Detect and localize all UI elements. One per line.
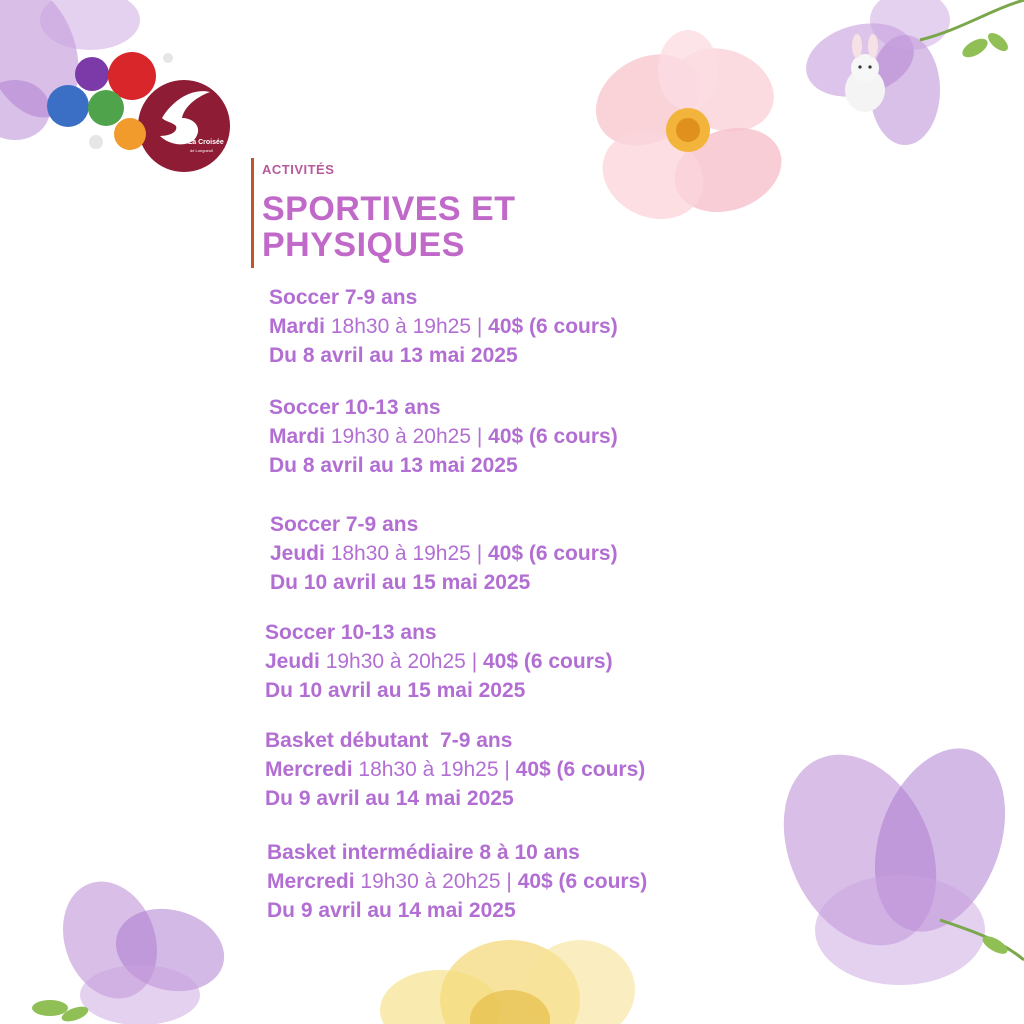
activity-time: 19h30 à 20h25: [330, 425, 471, 448]
activity-time: 19h30 à 20h25: [325, 650, 466, 673]
activity-day: Mercredi: [265, 758, 353, 781]
logo-brand-line1: La Croisée: [188, 139, 224, 146]
activity-price: 40$ (6 cours): [483, 650, 613, 673]
activity-price: 40$ (6 cours): [488, 315, 618, 338]
pink-flower-top: [578, 30, 798, 230]
activity-day: Jeudi: [265, 650, 320, 673]
activity-item: [265, 726, 645, 813]
activity-price: 40$ (6 cours): [517, 870, 648, 893]
title-line-2: PHYSIQUES: [262, 226, 465, 264]
activity-item: [265, 618, 613, 705]
logo-brand-line2: de Longueuil: [190, 148, 213, 153]
activity-day: Mardi: [269, 425, 326, 448]
activity-dates: Du 9 avril au 14 mai 2025: [265, 787, 514, 810]
section-header: [251, 158, 516, 268]
activity-name: Soccer 7-9 ans: [270, 513, 419, 536]
activity-price: 40$ (6 cours): [488, 542, 618, 565]
activity-time: 18h30 à 19h25: [358, 758, 499, 781]
activity-separator: |: [504, 758, 510, 781]
activity-time: 18h30 à 19h25: [330, 542, 471, 565]
activity-name: Basket intermédiaire 8 à 10 ans: [267, 841, 580, 864]
purple-flower-top-right: [800, 0, 1024, 150]
activity-separator: |: [476, 425, 483, 448]
activity-day: Jeudi: [270, 542, 325, 565]
activity-name: Basket débutant 7-9 ans: [265, 729, 513, 752]
activity-separator: |: [471, 650, 478, 673]
activity-item: [269, 393, 618, 480]
purple-flower-bottom-left: [20, 880, 250, 1024]
la-croisee-logo: [44, 48, 230, 178]
activity-dates: Du 8 avril au 13 mai 2025: [269, 454, 518, 477]
activity-price: 40$ (6 cours): [488, 425, 618, 448]
activity-separator: |: [476, 315, 483, 338]
activity-dates: Du 10 avril au 15 mai 2025: [270, 571, 531, 594]
title-line-1: SPORTIVES ET: [262, 190, 516, 228]
activity-item: [269, 283, 618, 370]
activity-dates: Du 9 avril au 14 mai 2025: [267, 899, 516, 922]
activity-time: 18h30 à 19h25: [330, 315, 471, 338]
activity-day: Mercredi: [267, 870, 355, 893]
activity-name: Soccer 7-9 ans: [269, 286, 418, 309]
activity-dates: Du 8 avril au 13 mai 2025: [269, 344, 518, 367]
activity-item: [270, 510, 618, 597]
activity-name: Soccer 10-13 ans: [265, 621, 437, 644]
page-title: [262, 191, 516, 263]
activity-day: Mardi: [269, 315, 326, 338]
yellow-flower-bottom: [360, 930, 650, 1024]
section-eyebrow: ACTIVITÉS: [262, 162, 335, 177]
activity-separator: |: [506, 870, 512, 893]
activity-item: [267, 838, 647, 925]
purple-flower-bottom-right: [770, 730, 1024, 1000]
activity-dates: Du 10 avril au 15 mai 2025: [265, 679, 526, 702]
activity-price: 40$ (6 cours): [515, 758, 646, 781]
activity-name: Soccer 10-13 ans: [269, 396, 441, 419]
activity-separator: |: [476, 542, 483, 565]
activity-time: 19h30 à 20h25: [360, 870, 501, 893]
